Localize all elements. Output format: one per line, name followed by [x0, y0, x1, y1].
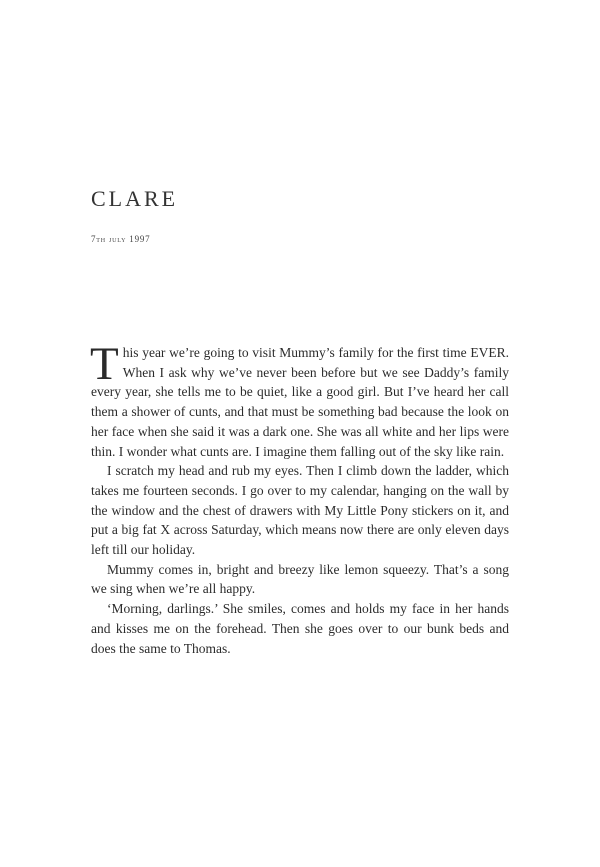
paragraph-text: his year we’re going to visit Mummy’s family for the first time EVER. When I ask why we’ve never been before but we see Daddy’s family every year, she tells me to be quiet, like a good girl. But I’ve heard her call them a shower of cunts, and that must be something bad because the look on her face when she said it was a dark one. She was all white and her lips were thin. I wonder what cunts are. I imagine them falling out of the sky like rain. [91, 345, 509, 459]
chapter-date: 7th july 1997 [91, 234, 151, 244]
paragraph: Mummy comes in, bright and breezy like lemon squeezy. That’s a song we sing when we’re all happy. [91, 561, 509, 597]
drop-cap: T [90, 338, 119, 390]
paragraph: I scratch my head and rub my eyes. Then I climb down the ladder, which takes me fourteen seconds. I go over to my calendar, hanging on the wall by the window and the chest of drawers with My Little Pony stickers on it, and put a big fat X across Saturday, which means now there are only eleven days left till our holiday. [91, 463, 509, 558]
paragraph: ‘Morning, darlings.’ She smiles, comes and holds my face in her hands and kisses me on the forehead. Then she goes over to our bunk beds and does the same to Thomas. [91, 601, 509, 656]
chapter-title: CLARE [91, 186, 179, 211]
paragraph [90, 338, 509, 461]
chapter-body [90, 338, 509, 658]
